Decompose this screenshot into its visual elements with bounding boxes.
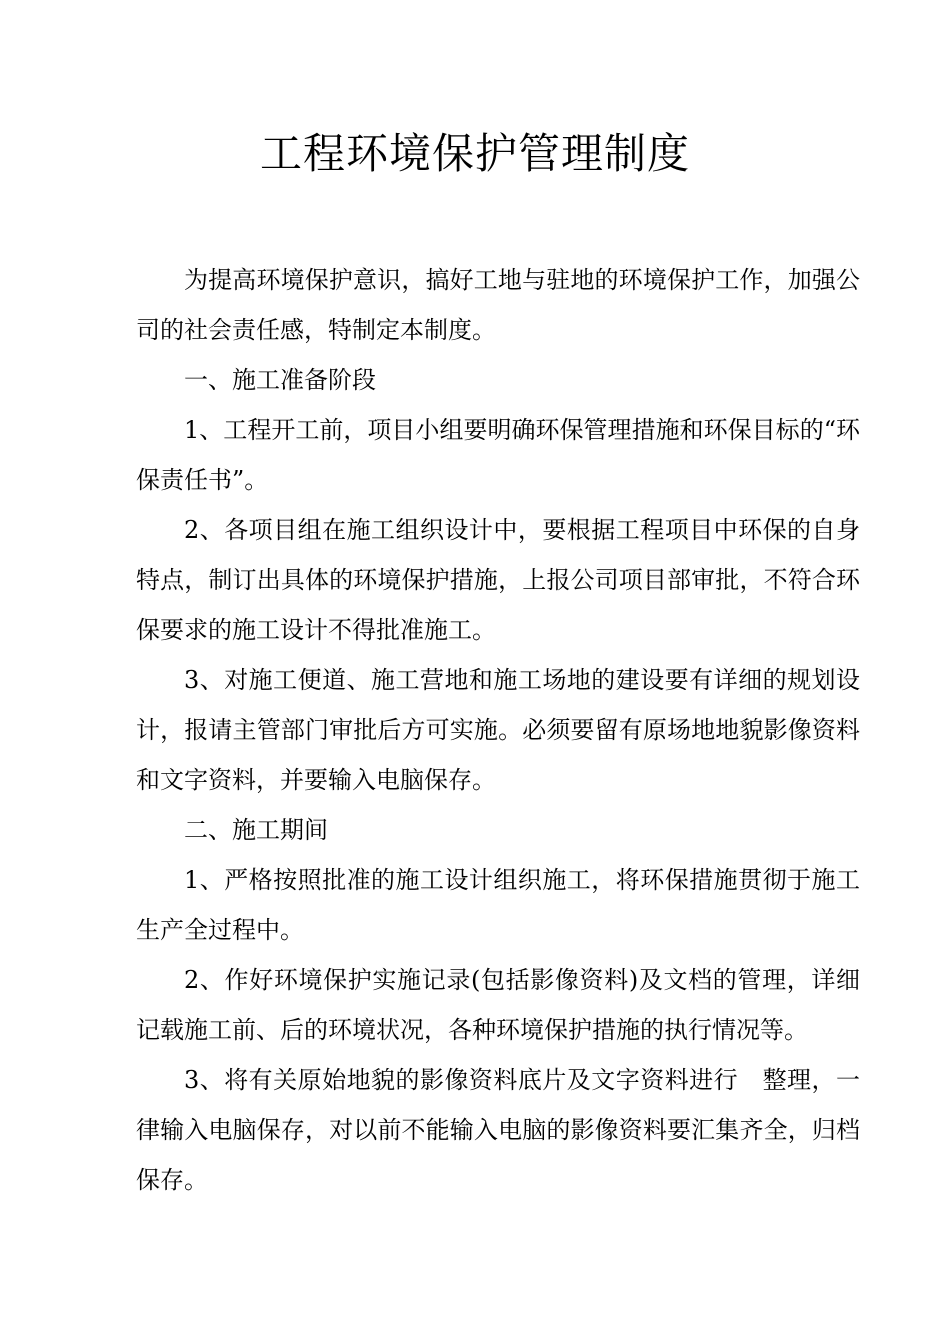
section-heading-preparation: 一、施工准备阶段 xyxy=(184,366,376,394)
document-body xyxy=(136,255,860,1205)
construction-item-3: 3、将有关原始地貌的影像资料底片及文字资料进行 整理，一律输入电脑保存，对以前不能输入电脑的影像资料要汇集齐全，归档保存。 xyxy=(136,1066,860,1194)
construction-item-1: 1、严格按照批准的施工设计组织施工，将环保措施贯彻于施工生产全过程中。 xyxy=(136,866,860,944)
preparation-item-3: 3、对施工便道、施工营地和施工场地的建设要有详细的规划设计，报请主管部门审批后方可实施。必须要留有原场地地貌影像资料和文字资料，并要输入电脑保存。 xyxy=(136,666,860,794)
preparation-item-1: 1、工程开工前，项目小组要明确环保管理措施和环保目标的“环保责任书”。 xyxy=(136,416,860,494)
section-heading-construction: 二、施工期间 xyxy=(184,816,328,844)
preparation-item-2: 2、各项目组在施工组织设计中，要根据工程项目中环保的自身特点，制订出具体的环境保护措施，上报公司项目部审批，不符合环保要求的施工设计不得批准施工。 xyxy=(136,516,860,644)
construction-item-2: 2、作好环境保护实施记录(包括影像资料)及文档的管理，详细记载施工前、后的环境状况，各种环境保护措施的执行情况等。 xyxy=(136,966,860,1044)
intro-paragraph: 为提高环境保护意识，搞好工地与驻地的环境保护工作，加强公司的社会责任感，特制定本制度。 xyxy=(136,266,860,344)
document-title: 工程环境保护管理制度 xyxy=(259,129,690,178)
